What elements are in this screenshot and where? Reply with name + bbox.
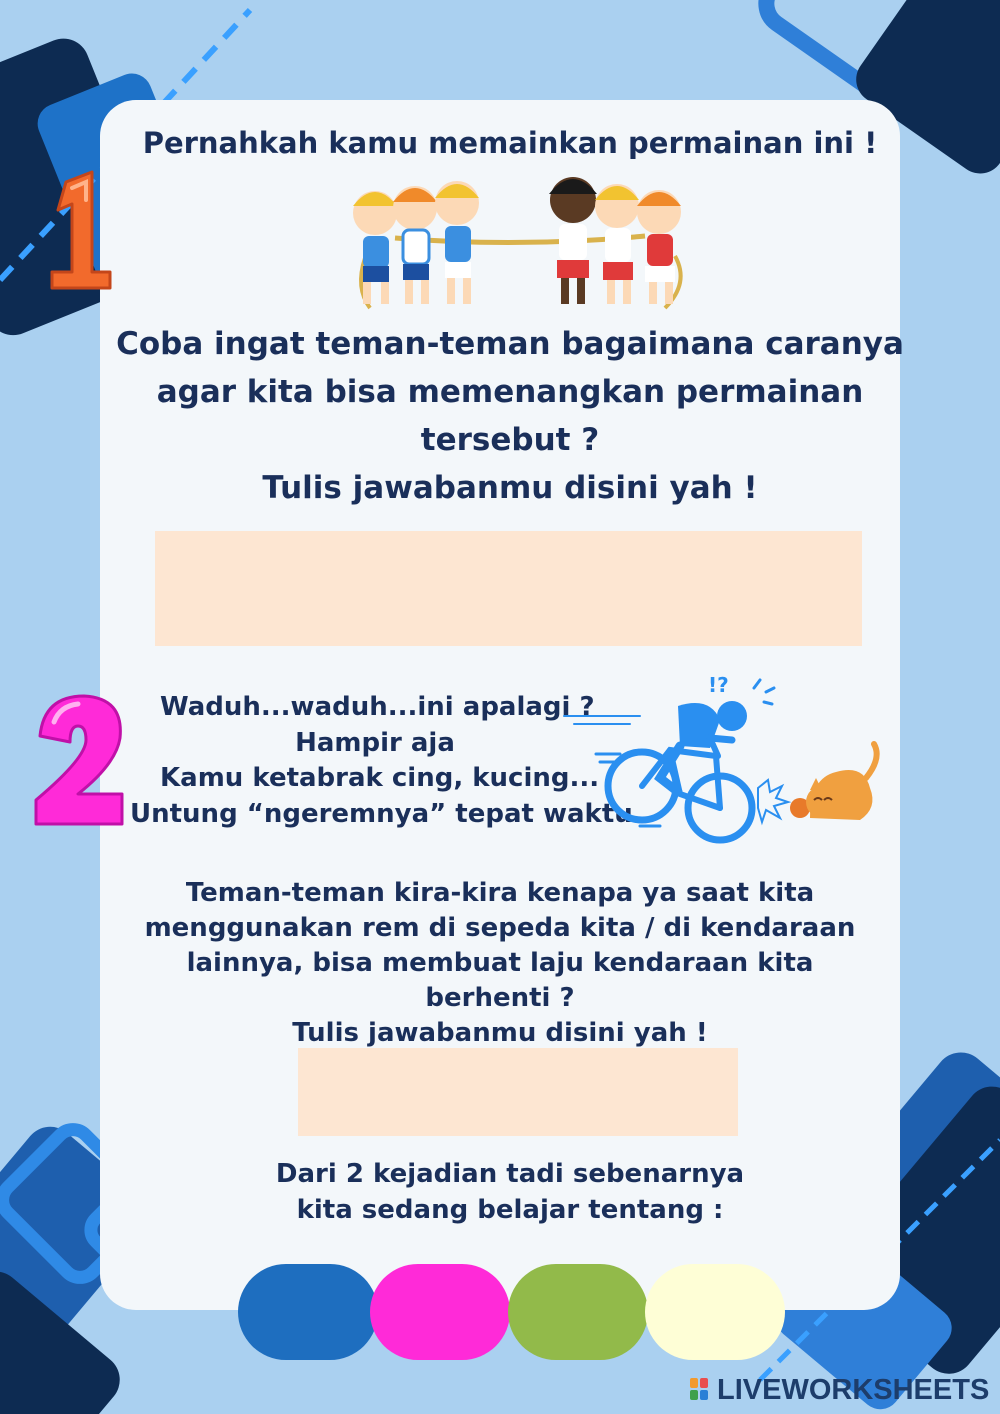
liveworksheets-logo-icon bbox=[690, 1378, 712, 1402]
tug-of-war-illustration bbox=[335, 168, 705, 313]
choice-blue[interactable] bbox=[238, 1264, 378, 1360]
question1-title: Pernahkah kamu memainkan permainan ini ! bbox=[142, 126, 878, 160]
svg-text:!?: !? bbox=[708, 673, 729, 697]
story-line: Kamu ketabrak cing, kucing... bbox=[160, 763, 600, 793]
liveworksheets-brand bbox=[690, 1372, 990, 1408]
question1-line: Coba ingat teman-teman bagaimana caranya bbox=[116, 326, 904, 362]
question3-text bbox=[100, 1156, 920, 1228]
question2-line: berhenti ? bbox=[425, 983, 575, 1013]
question1-text bbox=[100, 320, 920, 512]
story-line: Hampir aja bbox=[295, 728, 455, 758]
answer1-input[interactable] bbox=[155, 531, 862, 646]
question2-instruction: Tulis jawabanmu disini yah ! bbox=[292, 1018, 708, 1048]
choice-cream[interactable] bbox=[645, 1264, 785, 1360]
story-line: Waduh...waduh...ini apalagi ? bbox=[160, 692, 595, 722]
choice-green[interactable] bbox=[508, 1264, 648, 1360]
question1-line: agar kita bisa memenangkan permainan bbox=[156, 374, 864, 410]
question3-line: Dari 2 kejadian tadi sebenarnya bbox=[275, 1159, 745, 1189]
number-two-badge bbox=[26, 688, 136, 833]
choice-magenta[interactable] bbox=[370, 1264, 510, 1360]
brand-name: LIVEWORKSHEETS bbox=[717, 1373, 990, 1406]
question1-line: tersebut ? bbox=[420, 422, 600, 458]
question3-line: kita sedang belajar tentang : bbox=[296, 1195, 724, 1225]
question2-text bbox=[100, 876, 900, 1051]
question1-instruction: Tulis jawabanmu disini yah ! bbox=[262, 470, 758, 506]
question2-line: Teman-teman kira-kira kenapa ya saat kita bbox=[185, 878, 815, 908]
cyclist-cat-illustration bbox=[560, 668, 890, 858]
number-one-badge bbox=[28, 160, 128, 300]
question2-line: lainnya, bisa membuat laju kendaraan kita bbox=[186, 948, 814, 978]
question2-line: menggunakan rem di sepeda kita / di kendaraan bbox=[144, 913, 856, 943]
answer2-input[interactable] bbox=[298, 1048, 738, 1136]
story-line: Untung “ngeremnya” tepat waktu bbox=[130, 799, 633, 829]
